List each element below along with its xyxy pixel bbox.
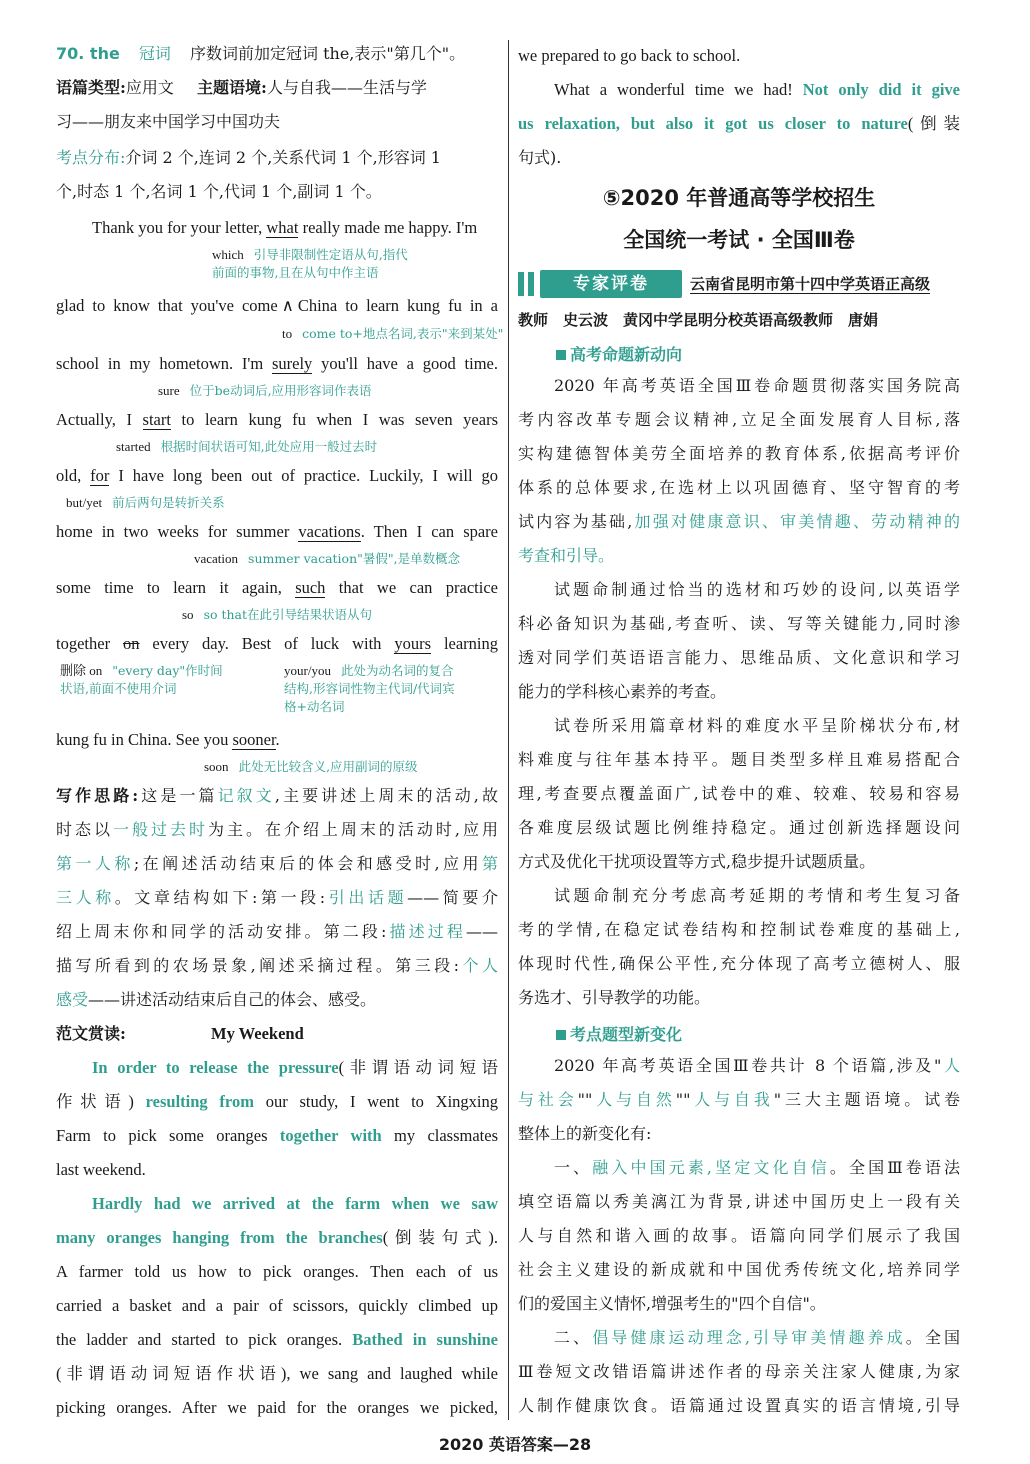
para-line: 考内容改革专题会议精神,立足全面发展育人目标,落 [518, 410, 960, 429]
q70-category: 冠词 [138, 44, 171, 63]
sample-highlight: Hardly had we arrived at the farm when we saw [92, 1194, 498, 1213]
letter-text: glad to know that you've come [56, 296, 278, 315]
correction-3 [158, 382, 372, 400]
section-title-2 [556, 1022, 682, 1045]
para-line: 透对同学们英语语言能力、思维品质、文化意识和学习 [518, 648, 960, 667]
correction-word: sure [158, 383, 180, 398]
sample-highlight: In order to release the pressure [92, 1058, 339, 1077]
section-title-1 [556, 342, 682, 365]
sample-line-11: picking oranges. After we paid for the oranges we picked, [56, 1398, 498, 1417]
sample-cont-line-4: 句式). [518, 148, 562, 167]
writing-line-2: 时态以一般过去时为主。在介绍上周末的活动时,应用 [56, 820, 498, 839]
para-line: 社会主义建设的新成就和中国优秀传统文化,培养同学 [518, 1260, 960, 1279]
writing-line-4: 三人称。文章结构如下:第一段:引出话题——简要介 [56, 888, 498, 907]
letter-line-4: Actually, I start to learn kung fu when I was seven years [56, 410, 498, 429]
section-title-text: 考点题型新变化 [570, 1025, 683, 1044]
dist-value-cont: 个,时态 1 个,名词 1 个,代词 1 个,副词 1 个。 [56, 182, 382, 201]
para-line: 整体上的新变化有: [518, 1124, 652, 1143]
correction-note: 引导非限制性定语从句,指代 [253, 247, 408, 262]
dist-line [56, 146, 498, 170]
writing-line-5: 绍上周末你和同学的活动安排。第二段:描述过程—— [56, 922, 498, 941]
sample-text: What a wonderful time we had! [554, 80, 793, 99]
badge-label: 专家评卷 [540, 270, 682, 298]
sample-title: My Weekend [211, 1024, 304, 1043]
para-line: 2020 年高考英语全国Ⅲ卷共计 8 个语篇,涉及"人 [554, 1056, 960, 1075]
para-line: 考的学情,在稳定试卷结构和控制试卷难度的基础上, [518, 920, 960, 939]
correction-word: so [182, 607, 194, 622]
para-line: 试内容为基础,加强对健康意识、审美情趣、劳动精神的 [518, 512, 960, 531]
correction-1 [212, 246, 408, 264]
sample-note: 作状语) [56, 1092, 134, 1111]
letter-line-2 [56, 294, 498, 318]
sample-line-3 [56, 1124, 498, 1148]
sample-text: the ladder and started to pick oranges. [56, 1330, 343, 1349]
sample-line-6 [56, 1226, 498, 1250]
correction-6 [194, 550, 460, 568]
section-heading-2: 全国统一考试 · 全国Ⅲ卷 [623, 228, 855, 252]
para-line: 能力的学科核心素养的考查。 [518, 682, 727, 701]
para-line: 各难度层级试题比例维持稳定。通过创新选择题设问 [518, 818, 960, 837]
genre-label: 语篇类型: [56, 78, 126, 97]
theme-label: 主题语境: [197, 78, 267, 97]
writing-label: 写作思路: [56, 786, 139, 805]
letter-line-8: together on every day. Best of luck with yours learning [56, 634, 499, 653]
para-line: 试题命制通过恰当的选材和巧妙的设问,以英语学 [554, 580, 960, 599]
letter-line-1: Thank you for your letter, what really made me happy. I'm [92, 218, 478, 237]
letter-line-7: some time to learn it again, such that we can practice [56, 578, 498, 597]
sample-note: (倒装句式). [382, 1228, 498, 1247]
para-line: 们的爱国主义情怀,增强考生的"四个自信"。 [518, 1294, 826, 1313]
para-line: 2020 年高考英语全国Ⅲ卷命题贯彻落实国务院高 [554, 376, 960, 395]
correction-word: 删除 on [60, 663, 103, 678]
page-footer: 2020 英语答案—28 [438, 1435, 592, 1454]
q70-line [56, 42, 498, 66]
dist-label: 考点分布: [56, 148, 126, 167]
sample-cont-line-3 [518, 112, 960, 136]
square-bullet-icon [556, 350, 566, 360]
sample-highlight: resulting from [145, 1092, 254, 1111]
correction-note: 此处为动名词的复合 [340, 663, 454, 678]
sample-note: (非谓语动词短语 [338, 1058, 498, 1077]
letter-line-9: kung fu in China. See you sooner. [56, 730, 280, 749]
sample-line-1 [56, 1056, 498, 1080]
sample-cont-line-2 [518, 78, 960, 102]
correction-1-note-cont: 前面的事物,且在从句中作主语 [212, 265, 379, 280]
expert-line-2: 教师 史云波 黄冈中学昆明分校英语高级教师 唐娟 [518, 311, 879, 329]
genre-value: 应用文 [125, 78, 174, 97]
para-line: 务选才、引导教学的功能。 [518, 988, 711, 1007]
correction-8-note-cont: 状语,前面不使用介词 [60, 681, 177, 696]
sample-label: 范文赏读: [56, 1024, 126, 1043]
correction-note: 前后两句是转折关系 [112, 495, 225, 510]
writing-line-7: 感受——讲述活动结束后自己的体会、感受。 [56, 990, 377, 1009]
para-line: 体现时代性,确保公平性,充分体现了高考立德树人、服 [518, 954, 960, 973]
correction-9-note-cont2: 格+动名词 [284, 699, 345, 714]
para-line: 体系的总体要求,在选材上以巩固德育、坚守智育的考 [518, 478, 960, 497]
sample-line-7: A farmer told us how to pick oranges. Then each of us [56, 1262, 498, 1281]
para-line: 试卷所采用篇章材料的难度水平呈阶梯状分布,材 [554, 716, 960, 735]
correction-note: "every day"作时间 [112, 663, 223, 678]
column-divider [508, 40, 509, 1420]
correction-note: summer vacation"暑假",是单数概念 [248, 551, 461, 566]
sample-line-8: carried a basket and a pair of scissors, quickly climbed up [56, 1296, 498, 1315]
correction-note: 位于be动词后,应用形容词作表语 [189, 383, 372, 398]
correction-word: your/you [284, 663, 331, 678]
correction-2 [282, 325, 503, 343]
correction-word: soon [204, 759, 229, 774]
badge-stripe [518, 272, 524, 296]
writing-line-6: 描写所看到的农场景象,阐述采摘过程。第三段:个人 [56, 956, 498, 975]
badge-stripe [528, 272, 534, 296]
para-line: 实构建德智体美劳全面培养的教育体系,依据高考评价 [518, 444, 960, 463]
para-line: 与社会""人与自然""人与自我"三大主题语境。试卷 [518, 1090, 960, 1109]
para-line: 一、融入中国元素,坚定文化自信。全国Ⅲ卷语法 [554, 1158, 960, 1177]
correction-7 [182, 606, 372, 624]
sample-line-5 [56, 1192, 498, 1216]
letter-line-6: home in two weeks for summer vacations. Then I can spare [56, 522, 499, 541]
theme-value-cont: 习——朋友来中国学习中国功夫 [56, 112, 281, 131]
correction-word: vacation [194, 551, 239, 566]
letter-line-5: old, for I have long been out of practice. Luckily, I will go [56, 466, 498, 485]
dist-value: 介词 2 个,连词 2 个,关系代词 1 个,形容词 1 [125, 148, 441, 167]
sample-highlight: Not only did it give [802, 80, 960, 99]
sample-line-9 [56, 1328, 498, 1352]
correction-word: to [282, 326, 293, 341]
correction-9 [284, 662, 453, 680]
sample-header [56, 1022, 498, 1046]
letter-text: China to learn kung fu in a [297, 296, 498, 315]
sample-cont-line-1: we prepared to go back to school. [518, 46, 741, 65]
theme-value: 人与自我——生活与学 [266, 78, 427, 97]
section-title-text: 高考命题新动向 [570, 345, 683, 364]
correction-word: which [212, 247, 244, 262]
expert-line-1 [690, 272, 960, 296]
correction-note: so that在此引导结果状语从句 [203, 607, 373, 622]
correction-note: 此处无比较含义,应用副词的原级 [238, 759, 418, 774]
sample-highlight: together with [279, 1126, 382, 1145]
correction-9-note-cont: 结构,形容词性物主代词/代词宾 [284, 681, 455, 696]
para-line: 方式及优化干扰项设置等方式,稳步提升试题质量。 [518, 852, 876, 871]
para-line: 考查和引导。 [518, 546, 615, 565]
para-line: 填空语篇以秀美漓江为背景,讲述中国历史上一段有关 [518, 1192, 960, 1211]
para-line: 二、倡导健康运动理念,引导审美情趣养成。全国 [554, 1328, 960, 1347]
sample-text: Farm to pick some oranges [56, 1126, 268, 1145]
correction-5 [66, 494, 225, 512]
sample-line-2 [56, 1090, 498, 1114]
sample-highlight: us relaxation, but also it got us closer to nature [518, 114, 908, 133]
para-line: 科必备知识为基础,考查听、读、写等关键能力,同时渗 [518, 614, 960, 633]
para-line: Ⅲ卷短文改错语篇讲述作者的母亲关注家人健康,为家 [518, 1362, 960, 1381]
correction-10 [204, 758, 418, 776]
sample-highlight: Bathed in sunshine [352, 1330, 498, 1349]
q70-answer: 70. the [56, 44, 120, 63]
correction-8 [60, 662, 223, 680]
sample-line-4: last weekend. [56, 1160, 146, 1179]
writing-line-1: 写作思路:这是一篇记叙文,主要讲述上周末的活动,故 [56, 786, 498, 805]
para-line: 料难度与往年基本持平。题目类型多样且难易搭配合 [518, 750, 960, 769]
q70-note: 序数词前加定冠词 the,表示"第几个"。 [190, 44, 466, 63]
expert-info: 云南省昆明市第十四中学英语正高级 [690, 275, 931, 293]
genre-line [56, 76, 498, 100]
para-line: 人与自然和谐入画的故事。语篇向同学们展示了我国 [518, 1226, 960, 1245]
sample-text: my classmates [394, 1126, 499, 1145]
sample-highlight: many oranges hanging from the branches [56, 1228, 383, 1247]
correction-word: started [116, 439, 151, 454]
correction-note: come to+地点名词,表示"来到某处" [302, 326, 504, 341]
section-heading-1: ⑤2020 年普通高等学校招生 [602, 186, 876, 210]
para-line: 试题命制充分考虑高考延期的考情和考生复习备 [554, 886, 960, 905]
correction-word: but/yet [66, 495, 103, 510]
letter-line-3: school in my hometown. I'm surely you'll have a good time. [56, 354, 498, 373]
expert-badge [518, 270, 688, 296]
sample-note: (倒装 [907, 114, 961, 133]
sample-text: our study, I went to Xingxing [265, 1092, 499, 1111]
sample-line-10: (非谓语动词短语作状语), we sang and laughed while [56, 1364, 498, 1383]
correction-4 [116, 438, 377, 456]
para-line: 理,考查要点覆盖面广,试卷中的难、较难、较易和容易 [518, 784, 960, 803]
caret-mark: ∧ [281, 296, 294, 315]
square-bullet-icon [556, 1030, 566, 1040]
correction-note: 根据时间状语可知,此处应用一般过去时 [160, 439, 378, 454]
para-line: 人制作健康饮食。语篇通过设置真实的语言情境,引导 [518, 1396, 960, 1415]
writing-line-3: 第一人称;在阐述活动结束后的体会和感受时,应用第 [56, 854, 498, 873]
